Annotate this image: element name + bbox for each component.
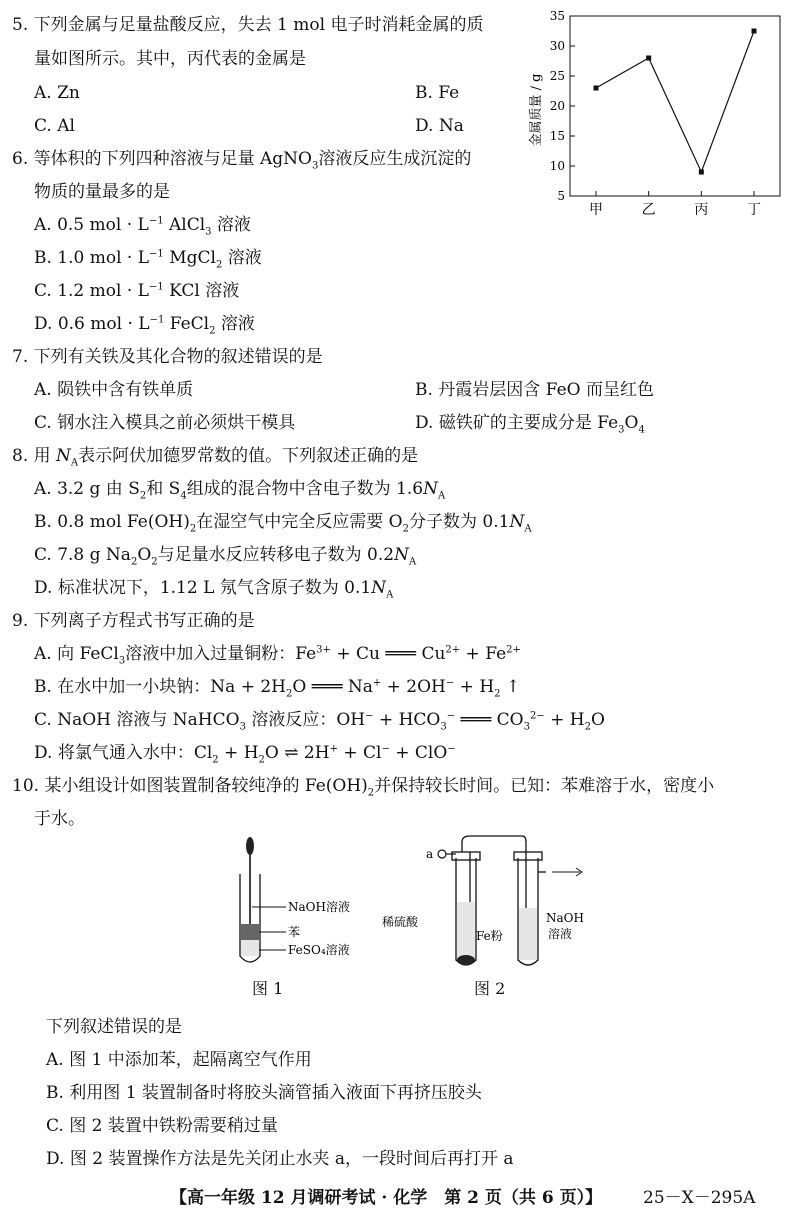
y-axis-ticks <box>550 10 575 203</box>
dropper-bulb <box>246 837 254 855</box>
q6-option-b: B. 1.0 mol · $L^{-1}$ MgCl$_2$ 溶液 <box>34 248 262 271</box>
feso4-layer <box>241 940 259 956</box>
q9-option-d: D. 将氯气通入水中：$Cl_2 + H_2O$ ⇌ 2H+ + Cl− + ClO− <box>34 743 456 766</box>
q10-stem-line1: 10. 某小组设计如图装置制备较纯净的 $Fe(OH)_2$并保持较长时间。已知：苯难溶于水，密度小 <box>12 776 715 799</box>
q9-option-b: B. 在水中加一小块钠：$Na + 2H_2O$ ═══ $Na^+ + 2OH^- + H_2$ ↑ <box>34 677 521 700</box>
q9-stem: 9. 下列离子方程式书写正确的是 <box>12 611 255 631</box>
y-tick-label: 25 <box>549 69 565 83</box>
label-naoh-2: 溶液 <box>548 927 573 941</box>
chart-frame <box>570 16 780 196</box>
iron-powder <box>457 955 475 965</box>
q8-stem: 8. 用 $N_A$表示阿伏加德罗常数的值。下列叙述正确的是 <box>12 446 419 469</box>
figure-2-apparatus <box>380 832 600 972</box>
benzene-layer <box>241 924 259 940</box>
q7-option-a: A. 陨铁中含有铁单质 <box>34 380 194 400</box>
label-benzene: 苯 <box>288 925 301 939</box>
q6-stem-line1: 6. 等体积的下列四种溶液与足量 AgNO$_3$溶液反应生成沉淀的 <box>12 149 472 172</box>
figure-1-caption: 图 1 <box>252 979 284 998</box>
label-naoh: NaOH溶液 <box>288 900 350 914</box>
q10-stem-line2: 于水。 <box>34 809 85 829</box>
data-point <box>646 56 651 61</box>
q5-stem-line2: 量如图所示。其中，丙代表的金属是 <box>34 49 306 69</box>
q9-option-a: A. 向 FeCl$_3$溶液中加入过量铜粉：$Fe^{3+} + Cu$ ═══ $Cu^{2+} + Fe^{2+}$ <box>34 644 521 667</box>
y-tick-label: 30 <box>549 39 565 53</box>
y-tick-label: 15 <box>549 129 565 143</box>
data-point <box>594 86 599 91</box>
x-tick-label: 丁 <box>747 202 761 218</box>
y-tick-label: 5 <box>557 189 565 203</box>
label-naoh-1: NaOH <box>546 911 584 925</box>
q5-option-c: C. Al <box>34 116 75 136</box>
q5-stem-line1: 5. 下列金属与足量盐酸反应，失去 1 mol 电子时消耗金属的质 <box>12 15 484 35</box>
q9-option-c: C. NaOH 溶液与 NaHCO$_3$ 溶液反应：$OH^- + HCO_3^-$ ═══ $CO_3^{2-} + H_2O$ <box>34 710 605 733</box>
x-tick-label: 乙 <box>641 202 656 218</box>
y-tick-label: 10 <box>549 159 565 173</box>
q6-stem-line2: 物质的量最多的是 <box>34 182 170 202</box>
acid-liquid <box>457 902 475 960</box>
data-point <box>752 29 757 34</box>
figure-1-test-tube <box>222 832 372 972</box>
q8-option-d: D. 标准状况下，1.12 L 氖气含原子数为 $0.1N_A$ <box>34 578 394 601</box>
y-tick-label: 35 <box>549 10 565 23</box>
q6-option-a: A. 0.5 mol · $L^{-1}$ AlCl$_3$ 溶液 <box>34 215 251 238</box>
q6-option-c: C. 1.2 mol · $L^{-1}$ KCl 溶液 <box>34 281 240 301</box>
q7-option-c: C. 钢水注入模具之前必须烘干模具 <box>34 413 296 433</box>
x-axis-ticks <box>589 191 761 218</box>
exam-code: 25－X－295A <box>643 1188 756 1208</box>
q8-option-c: C. 7.8 g $Na_2O_2$与足量水反应转移电子数为 $0.2N_A$ <box>34 545 417 568</box>
label-fe: Fe粉 <box>476 929 503 943</box>
series-line <box>596 31 754 172</box>
q10-substem: 下列叙述错误的是 <box>46 1017 182 1037</box>
metal-mass-line-chart <box>522 10 784 220</box>
q10-option-a: A. 图 1 中添加苯，起隔离空气作用 <box>46 1050 312 1070</box>
y-axis-label: 金属质量 / g <box>529 73 544 147</box>
q10-option-b: B. 利用图 1 装置制备时将胶头滴管插入液面下再挤压胶头 <box>46 1083 482 1103</box>
x-tick-label: 丙 <box>694 202 709 218</box>
q7-option-b: B. 丹霞岩层因含 FeO 而呈红色 <box>415 380 654 400</box>
q10-option-d: D. 图 2 装置操作方法是先关闭止水夹 a，一段时间后再打开 a <box>46 1149 514 1169</box>
data-points <box>594 29 757 175</box>
label-a: a <box>426 847 434 861</box>
label-acid: 稀硫酸 <box>382 915 419 929</box>
naoh-liquid <box>519 908 537 960</box>
page-footer: 【高一年级 12 月调研考试 · 化学 第 2 页（共 6 页）】 <box>170 1188 603 1208</box>
q5-option-a: A. Zn <box>34 83 80 103</box>
clamp-a-icon <box>438 850 446 858</box>
q6-option-d: D. 0.6 mol · $L^{-1}$ FeCl$_2$ 溶液 <box>34 314 255 337</box>
label-feso4: FeSO₄溶液 <box>288 943 350 957</box>
q7-option-d: D. 磁铁矿的主要成分是 $Fe_3O_4$ <box>415 413 645 436</box>
q10-option-c: C. 图 2 装置中铁粉需要稍过量 <box>46 1116 278 1136</box>
y-tick-label: 20 <box>549 99 565 113</box>
q8-option-b: B. 0.8 mol $Fe(OH)_2$在湿空气中完全反应需要 $O_2$分子数为 $0.1N_A$ <box>34 512 532 535</box>
q7-stem: 7. 下列有关铁及其化合物的叙述错误的是 <box>12 347 323 367</box>
data-point <box>699 170 704 175</box>
q8-option-a: A. 3.2 g 由 $S_2$和 $S_4$组成的混合物中含电子数为 $1.6N_A$ <box>34 479 446 502</box>
q5-option-b: B. Fe <box>415 83 460 103</box>
figure-2-caption: 图 2 <box>474 979 506 998</box>
x-tick-label: 甲 <box>589 202 603 218</box>
q5-option-d: D. Na <box>415 116 464 136</box>
